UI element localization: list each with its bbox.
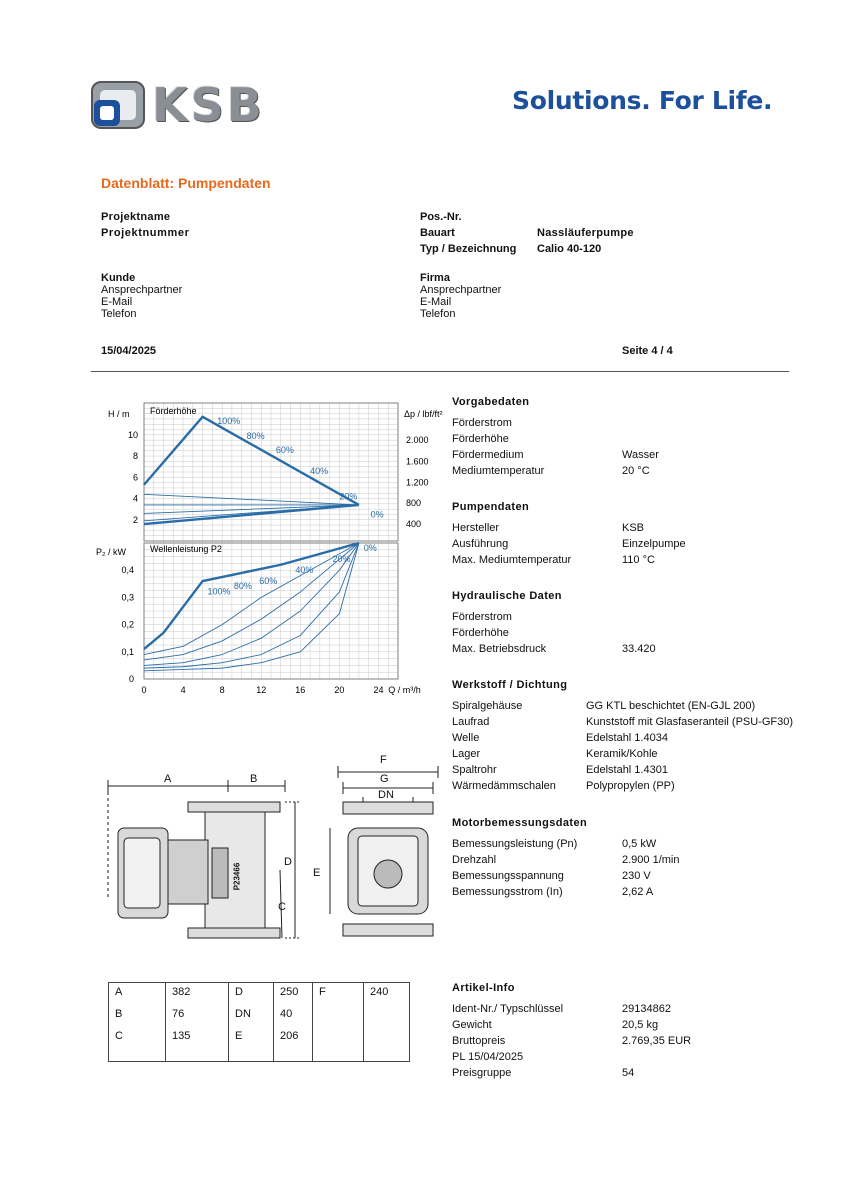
table-cell: B (109, 1005, 166, 1027)
field-value: GG KTL beschichtet (EN-GJL 200) (586, 700, 756, 712)
email-label: E-Mail (101, 296, 133, 308)
field-label: Spaltrohr (452, 764, 497, 776)
table-row (109, 1005, 410, 1027)
field-label: Förderhöhe (452, 433, 509, 445)
projektname-label: Projektname (101, 211, 171, 223)
chart-title: Wellenleistung P2 (150, 544, 222, 554)
table-row (109, 983, 410, 1006)
field-label: Förderhöhe (452, 627, 509, 639)
field-label: Ident-Nr./ Typschlüssel (452, 1003, 564, 1015)
x-tick-label: 20 (334, 685, 345, 695)
slogan: Solutions. For Life. (512, 86, 773, 115)
x-tick-label: 24 (373, 685, 384, 695)
field-value: 20 °C (622, 465, 650, 477)
section-title: Artikel-Info (452, 982, 515, 994)
field-label: Bemessungsspannung (452, 870, 564, 882)
table-cell: 240 (364, 983, 410, 1006)
nameplate-text: P23466 (232, 862, 242, 891)
y-tick-label: 0,4 (121, 565, 134, 576)
ksb-logo (90, 78, 270, 134)
x-tick-label: 12 (256, 685, 267, 695)
typ-value: Calio 40-120 (537, 243, 602, 255)
field-label: Wärmedämmschalen (452, 780, 556, 792)
section-title: Motorbemessungsdaten (452, 817, 588, 829)
field-label: Gewicht (452, 1019, 492, 1031)
field-label: Bruttopreis (452, 1035, 506, 1047)
field-value: Wasser (622, 449, 659, 461)
field-value: Edelstahl 1.4301 (586, 764, 668, 776)
y-axis-label: H / m (108, 409, 130, 419)
typ-label: Typ / Bezeichnung (420, 243, 517, 255)
field-label: Preisgruppe (452, 1067, 512, 1079)
table-cell: 76 (166, 1005, 229, 1027)
table-cell: 206 (274, 1027, 313, 1062)
table-cell: A (109, 983, 166, 1006)
dimensions-table (108, 982, 410, 1062)
table-cell: C (109, 1027, 166, 1062)
firma-email-label: E-Mail (420, 296, 452, 308)
y-tick-label: 0 (128, 674, 134, 684)
y-tick-label: 0,2 (121, 619, 134, 630)
table-cell: 382 (166, 983, 229, 1006)
field-label: Ausführung (452, 538, 509, 550)
date: 15/04/2025 (101, 345, 157, 357)
table-cell: 40 (274, 1005, 313, 1027)
bauart-value: Nassläuferpumpe (537, 227, 634, 239)
field-label: Förderstrom (452, 417, 512, 429)
y-tick-label-right: 400 (406, 519, 422, 530)
curve-label: 100% (207, 586, 231, 597)
y-tick-label: 0,1 (121, 646, 134, 657)
y-tick-label: 8 (132, 451, 138, 462)
section-title: Werkstoff / Dichtung (452, 679, 568, 691)
document-title: Datenblatt: Pumpendaten (101, 175, 271, 191)
curve-label: 80% (233, 581, 252, 592)
dim-label-a: A (164, 773, 172, 785)
curve-label: 40% (310, 466, 329, 477)
field-value: 2,62 A (622, 886, 654, 898)
field-label: Max. Betriebsdruck (452, 643, 547, 655)
curve-label: 40% (295, 564, 314, 575)
table-cell: F (313, 983, 364, 1006)
section-title: Hydraulische Daten (452, 590, 562, 602)
y-tick-label: 6 (132, 472, 138, 483)
dim-label-b: B (250, 773, 258, 785)
field-value: 54 (622, 1067, 635, 1079)
y-tick-label-right: 1.200 (406, 477, 429, 488)
kunde-label: Kunde (101, 272, 136, 284)
y-tick-label: 0,3 (121, 592, 134, 603)
dim-label-g: G (380, 773, 389, 785)
field-label: Lager (452, 748, 481, 760)
firma-telefon-label: Telefon (420, 308, 456, 320)
field-label: Bemessungsleistung (Pn) (452, 838, 578, 850)
curve-label: 0% (363, 543, 377, 554)
x-tick-label: 8 (219, 685, 225, 695)
y-axis-label: P₂ / kW (96, 547, 126, 557)
dim-label-c: C (278, 901, 286, 913)
ansprechpartner-label: Ansprechpartner (101, 284, 183, 296)
section-title: Pumpendaten (452, 501, 530, 513)
table-row (109, 1027, 410, 1062)
curve-label: 60% (275, 444, 294, 455)
field-label: Laufrad (452, 716, 490, 728)
field-label: Hersteller (452, 522, 500, 534)
y-tick-label: 4 (132, 493, 138, 504)
field-label: Bemessungsstrom (In) (452, 886, 563, 898)
field-value: Keramik/Kohle (586, 748, 658, 760)
dim-label-d: D (284, 856, 292, 868)
bauart-label: Bauart (420, 227, 455, 239)
table-cell: D (229, 983, 274, 1006)
field-value: Einzelpumpe (622, 538, 686, 550)
pump-curves (88, 395, 468, 715)
field-label: Spiralgehäuse (452, 700, 523, 712)
y-tick-label: 10 (127, 429, 138, 440)
head-chart (108, 403, 443, 541)
curve-label: 60% (259, 575, 278, 586)
telefon-label: Telefon (101, 308, 137, 320)
field-label: Mediumtemperatur (452, 465, 545, 477)
curve-label: 100% (217, 416, 241, 427)
table-cell: 250 (274, 983, 313, 1006)
dim-label-e: E (313, 867, 321, 879)
table-cell (313, 1027, 364, 1062)
table-cell: E (229, 1027, 274, 1062)
table-cell (313, 1005, 364, 1027)
field-value: Edelstahl 1.4034 (586, 732, 668, 744)
field-value: KSB (622, 522, 645, 534)
dim-label-dn: DN (378, 789, 394, 801)
x-axis-label: Q / m³/h (388, 685, 421, 695)
field-label: Welle (452, 732, 480, 744)
y-tick-label-right: 2.000 (406, 435, 429, 446)
pump-drawing (100, 758, 445, 948)
field-value: Kunststoff mit Glasfaseranteil (PSU-GF30) (586, 716, 794, 728)
field-label: Max. Mediumtemperatur (452, 554, 572, 566)
y-tick-label: 2 (132, 514, 138, 525)
x-tick-label: 4 (180, 685, 186, 695)
field-label: PL 15/04/2025 (452, 1051, 524, 1063)
y-axis-label-right: Δp / lbf/ft² (404, 409, 443, 419)
table-cell (364, 1027, 410, 1062)
projektnummer-label: Projektnummer (101, 227, 190, 239)
y-tick-label-right: 800 (406, 497, 422, 508)
field-value: 230 V (622, 870, 651, 882)
dim-label-f: F (380, 754, 387, 766)
field-value: 20,5 kg (622, 1019, 659, 1031)
field-value: 33.420 (622, 643, 656, 655)
curve-label: 20% (339, 491, 358, 502)
logo-text: KSB (152, 78, 265, 132)
table-cell (364, 1005, 410, 1027)
field-label: Fördermedium (452, 449, 524, 461)
section-title: Vorgabedaten (452, 396, 530, 408)
field-value: 29134862 (622, 1003, 671, 1015)
divider (91, 371, 789, 372)
page-number: Seite 4 / 4 (622, 345, 673, 357)
table-cell: 135 (166, 1027, 229, 1062)
y-tick-label-right: 1.600 (406, 456, 429, 467)
field-value: 0,5 kW (622, 838, 657, 850)
field-value: 110 °C (622, 554, 655, 566)
curve-label: 80% (246, 431, 265, 442)
firma-label: Firma (420, 272, 450, 284)
field-value: 2.769,35 EUR (622, 1035, 692, 1047)
power-chart (96, 543, 421, 695)
table-cell: DN (229, 1005, 274, 1027)
field-label: Drehzahl (452, 854, 497, 866)
curve-label: 20% (332, 554, 351, 565)
field-value: 2.900 1/min (622, 854, 680, 866)
curve-label: 0% (370, 509, 384, 520)
x-tick-label: 0 (141, 685, 147, 695)
ksb-logo-mark-icon (90, 78, 150, 134)
firma-ansprechpartner-label: Ansprechpartner (420, 284, 502, 296)
posnr-label: Pos.-Nr. (420, 211, 462, 223)
field-label: Förderstrom (452, 611, 512, 623)
chart-title: Förderhöhe (150, 406, 197, 416)
field-value: Polypropylen (PP) (586, 780, 675, 792)
x-tick-label: 16 (295, 685, 306, 695)
